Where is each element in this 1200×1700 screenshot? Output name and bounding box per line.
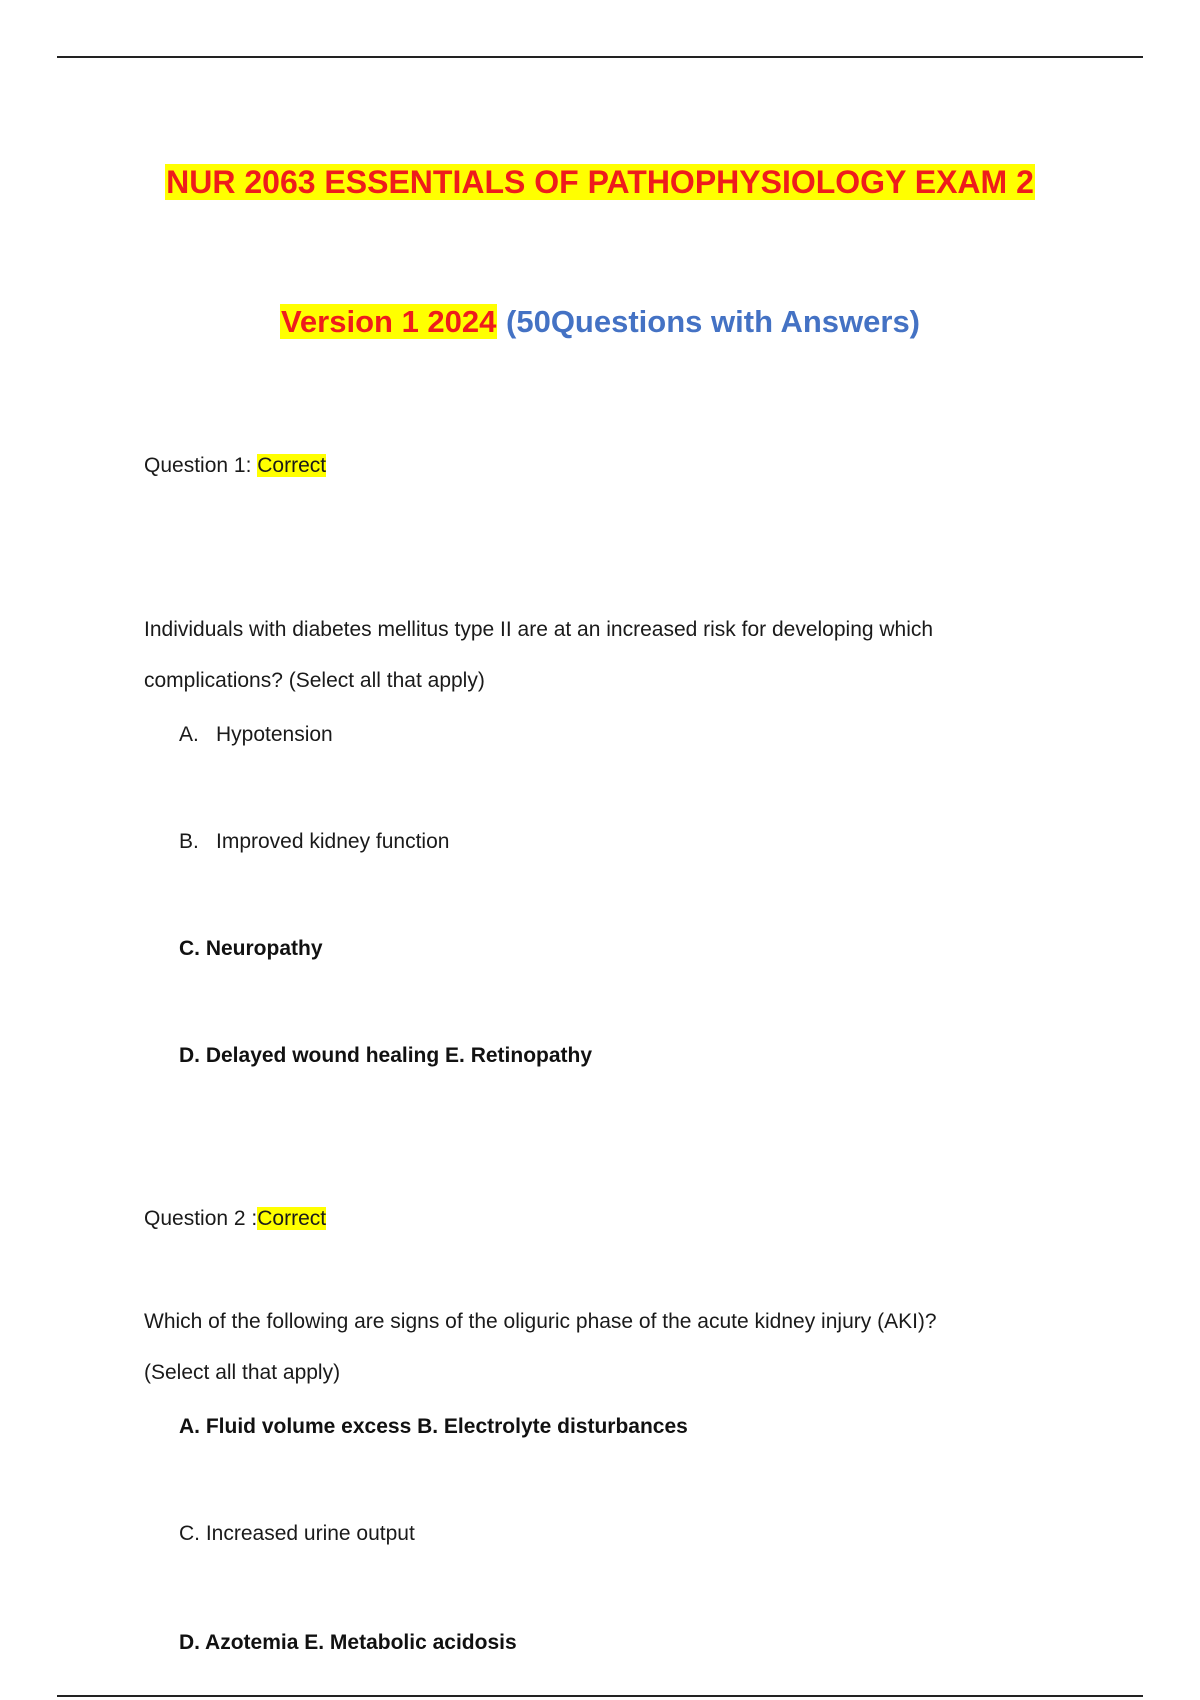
question-2-option-c: C. Increased urine output [179,1522,415,1545]
question-2-stem-line-2: (Select all that apply) [144,1361,341,1384]
question-1-option-d-e-answer: D. Delayed wound healing E. Retinopathy [179,1044,593,1067]
question-2-label: Question 2 : [144,1207,258,1230]
top-rule [57,56,1143,58]
question-1-status-badge: Correct [257,454,327,477]
question-1-option-a-letter: A. [179,723,199,746]
subtitle-version: Version 1 2024 [280,304,497,339]
question-1-option-a-text: Hypotension [216,723,333,746]
question-1-option-a [179,721,333,749]
question-1-label: Question 1: [144,454,258,477]
question-2-header [144,1205,326,1233]
question-1-stem-line-2: complications? (Select all that apply) [144,669,485,692]
question-1-stem-line-1: Individuals with diabetes mellitus type II are at an increased risk for developing which [144,618,934,641]
bottom-rule [57,1695,1143,1697]
question-1-option-b-text: Improved kidney function [216,830,450,853]
document-title-text: NUR 2063 ESSENTIALS OF PATHOPHYSIOLOGY EXAM 2 [166,164,1034,200]
question-1-header [144,452,326,480]
question-1-option-c-answer: C. Neuropathy [179,937,323,960]
question-2-stem-line-1: Which of the following are signs of the oliguric phase of the acute kidney injury (AKI)? [144,1310,937,1333]
question-1-option-b-letter: B. [179,830,199,853]
document-subtitle [0,300,1200,344]
question-2-option-d-e-answer: D. Azotemia E. Metabolic acidosis [179,1631,517,1654]
subtitle-question-count: (50Questions with Answers) [497,304,921,339]
question-2-option-a-b-answer: A. Fluid volume excess B. Electrolyte disturbances [179,1415,688,1438]
question-2-status-badge: Correct [257,1207,327,1230]
question-1-option-b [179,828,449,856]
document-title [0,160,1200,204]
